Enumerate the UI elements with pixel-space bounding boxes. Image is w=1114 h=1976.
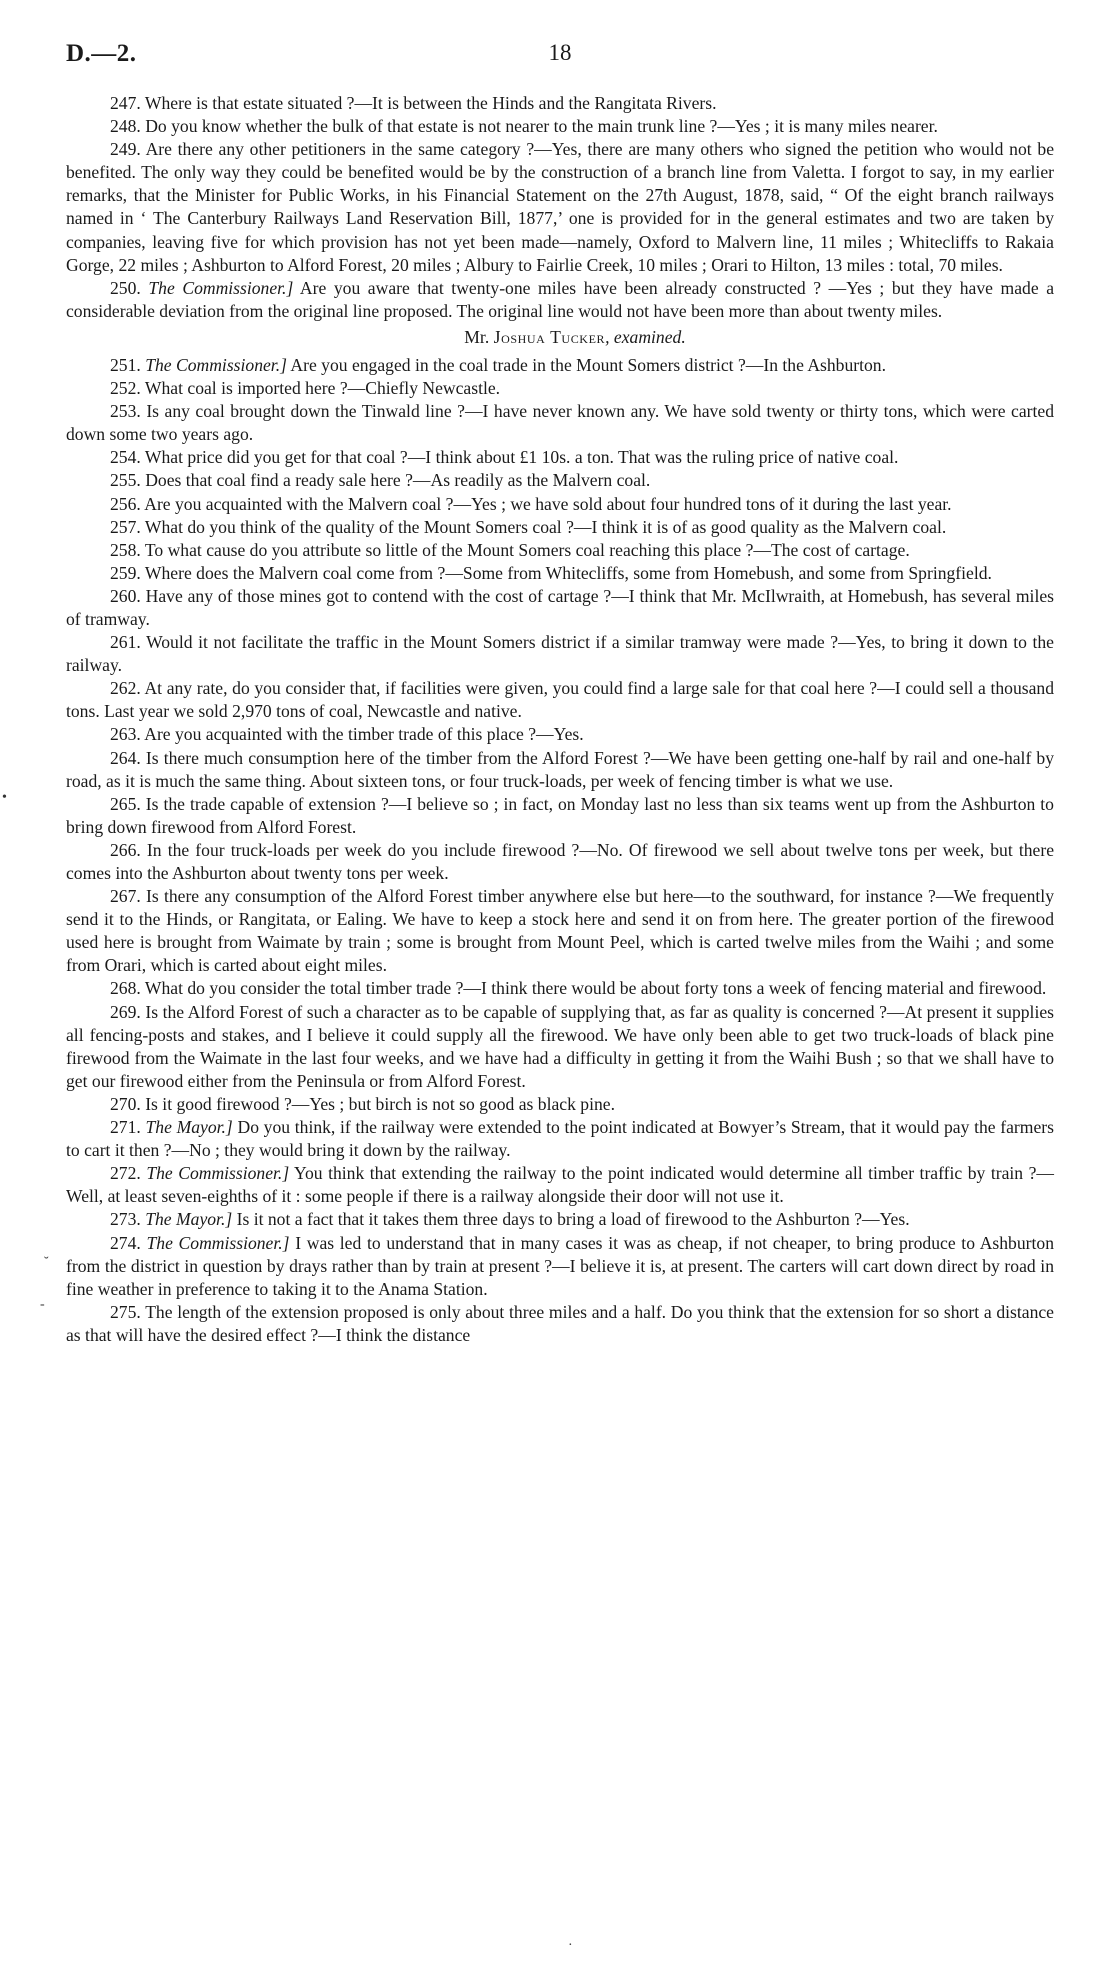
question-answer-paragraph [66, 677, 1054, 723]
question-answer-paragraph [66, 747, 1054, 793]
question-answer-paragraph [66, 977, 1054, 1000]
question-answer-text: Do you think, if the railway were extended to the point indicated at Bowyer’s Stream, that it would pay the farmers to cart it then ?—No ; they would bring it down by the railway. [66, 1117, 1054, 1161]
question-answer-text: Is it not a fact that it takes them three days to bring a load of firewood to the Ashburton ?—Yes. [236, 1209, 910, 1230]
question-number: 251. [110, 354, 141, 375]
question-number: 253. [110, 401, 141, 422]
question-answer-text: Are you acquainted with the timber trade of this place ?—Yes. [144, 724, 584, 745]
question-number: 259. [110, 562, 141, 583]
question-answer-paragraph [66, 377, 1054, 400]
question-answer-text: Is there any consumption of the Alford Forest timber anywhere else but here—to the southward, for instance ?—We frequently send it to the Hinds, or Rangitata, or Ealing. We have to keep a stock here and send it on from here. The greater portion of the firewood used here is brought from Waimate by train ; some is brought from Mount Peel, which is carted twelve miles from the Waihi ; and some from Orari, which is carted about eight miles. [66, 886, 1054, 976]
question-answer-paragraph [66, 138, 1054, 277]
question-answer-paragraph [66, 1116, 1054, 1162]
question-answer-paragraph [66, 839, 1054, 885]
margin-mark: ˘ [44, 1255, 49, 1270]
question-answer-text: You think that extending the railway to the point indicated would determine all timber traffic by train ?—Well, at least seven-eighths of it : some people if there is a railway alongside their door will not use it. [66, 1163, 1054, 1207]
question-number: 273. [110, 1209, 141, 1230]
question-number: 257. [110, 516, 141, 537]
question-answer-paragraph [66, 1301, 1054, 1347]
question-answer-paragraph [66, 1162, 1054, 1208]
question-number: 271. [110, 1117, 141, 1138]
witness-heading [66, 326, 1054, 349]
question-number: 252. [110, 378, 141, 399]
question-answer-text: Are you aware that twenty-one miles have been already constructed ? —Yes ; but they have made a considerable deviation from the original line proposed. The original line would not have been more than about twenty miles. [66, 277, 1055, 321]
question-answer-paragraph [66, 885, 1054, 977]
document-reference: D.—2. [66, 40, 137, 67]
question-answer-paragraph [66, 1093, 1054, 1116]
speaker-label: The Commissioner.] [148, 277, 294, 298]
question-answer-paragraph [66, 277, 1054, 323]
question-number: 249. [110, 139, 141, 160]
question-answer-paragraph [66, 493, 1054, 516]
question-number: 275. [110, 1301, 141, 1322]
question-number: 248. [110, 116, 141, 137]
question-answer-text: Have any of those mines got to contend with the cost of cartage ?—I think that Mr. McIlwraith, at Homebush, has several miles of tramway. [66, 585, 1054, 629]
question-answer-paragraph [66, 516, 1054, 539]
question-number: 263. [110, 724, 141, 745]
question-number: 269. [110, 1001, 141, 1022]
question-answer-text: The length of the extension proposed is only about three miles and a half. Do you think that the extension for so short a distance as that will have the desired effect ?—I think the distance [66, 1301, 1054, 1345]
question-answer-text: Is there much consumption here of the timber from the Alford Forest ?—We have been getting one-half by rail and one-half by road, as it is much the same thing. About sixteen tons, or four truck-loads, per week of fencing timber is what we use. [66, 747, 1055, 791]
question-answer-paragraph [66, 1232, 1054, 1301]
question-answer-paragraph [66, 354, 1054, 377]
question-answer-text: Is the trade capable of extension ?—I believe so ; in fact, on Monday last no less than six teams went up from the Ashburton to bring down firewood from Alford Forest. [66, 793, 1054, 837]
question-number: 265. [110, 793, 141, 814]
margin-mark: · [568, 1938, 573, 1953]
speaker-label: The Mayor.] [145, 1209, 233, 1230]
question-number: 270. [110, 1093, 141, 1114]
question-answer-text: Where is that estate situated ?—It is between the Hinds and the Rangitata Rivers. [144, 93, 717, 113]
question-number: 268. [110, 978, 141, 999]
question-answer-text: What coal is imported here ?—Chiefly Newcastle. [144, 378, 501, 399]
question-answer-text: In the four truck-loads per week do you include firewood ?—No. Of firewood we sell about twelve tons per week, but there comes into the Ashburton about twenty tons per week. [66, 839, 1055, 883]
evidence-group-previous-witness [66, 92, 1054, 323]
margin-mark: • [2, 790, 7, 805]
question-answer-paragraph [66, 1208, 1054, 1231]
question-number: 256. [110, 493, 141, 514]
witness-status: , examined. [605, 326, 686, 347]
question-answer-paragraph [66, 446, 1054, 469]
question-number: 260. [110, 585, 141, 606]
speaker-label: The Commissioner.] [145, 354, 287, 375]
question-number: 272. [110, 1163, 141, 1184]
question-answer-text: Are there any other petitioners in the same category ?—Yes, there are many others who signed the petition who would not be benefited. The only way they could be benefited would be by the construction of a branch line from Valetta. I forgot to say, in my earlier remarks, that the Minister for Public Works, in his Financial Statement on the 27th August, 1878, said, “ Of the eight branch railways named in ‘ The Canterbury Railways Land Reservation Bill, 1877,’ one is provided for in the general estimates and two are taken by companies, leaving five for which provision has not yet been made—namely, Oxford to Malvern line, 11 miles ; Whitecliffs to Rakaia Gorge, 22 miles ; Ashburton to Alford Forest, 20 miles ; Albury to Fairlie Creek, 10 miles ; Orari to Hilton, 13 miles : total, 70 miles. [66, 139, 1054, 275]
question-answer-text: I was led to understand that in many cases it was as cheap, if not cheaper, to bring produce to Ashburton from the district in question by drays rather than by train at present ?—I believe it is, at present. The carters will cart down direct by road in fine weather in preference to taking it to the Anama Station. [66, 1232, 1054, 1299]
question-answer-text: Are you acquainted with the Malvern coal ?—Yes ; we have sold about four hundred tons of it during the last year. [144, 493, 952, 514]
question-answer-text: Are you engaged in the coal trade in the Mount Somers district ?—In the Ashburton. [290, 354, 887, 375]
question-number: 254. [110, 447, 141, 468]
question-number: 262. [110, 678, 141, 699]
evidence-group-tucker [66, 354, 1054, 1347]
question-answer-paragraph [66, 793, 1054, 839]
question-number: 267. [110, 886, 141, 907]
question-answer-text: Is any coal brought down the Tinwald line ?—I have never known any. We have sold twenty or thirty tons, which were carted down some two years ago. [66, 401, 1055, 445]
question-answer-paragraph [66, 115, 1054, 138]
question-answer-text: Is it good firewood ?—Yes ; but birch is not so good as black pine. [145, 1093, 615, 1114]
speaker-label: The Commissioner.] [146, 1232, 290, 1253]
question-answer-text: Do you know whether the bulk of that estate is not nearer to the main trunk line ?—Yes ; it is many miles nearer. [145, 116, 938, 137]
question-answer-text: Where does the Malvern coal come from ?—Some from Whitecliffs, some from Homebush, and some from Springfield. [144, 562, 992, 583]
question-answer-paragraph [66, 631, 1054, 677]
question-answer-text: To what cause do you attribute so little of the Mount Somers coal reaching this place ?—The cost of cartage. [144, 539, 910, 560]
question-answer-text: What do you think of the quality of the Mount Somers coal ?—I think it is of as good quality as the Malvern coal. [144, 516, 947, 537]
question-number: 250. [110, 277, 141, 298]
question-answer-text: At any rate, do you consider that, if facilities were given, you could find a large sale for that coal here ?—I could sell a thousand tons. Last year we sold 2,970 tons of coal, Newcastle and native. [66, 678, 1054, 722]
question-answer-paragraph [66, 400, 1054, 446]
question-answer-paragraph [66, 469, 1054, 492]
question-number: 258. [110, 539, 141, 560]
question-number: 261. [110, 632, 141, 653]
question-answer-paragraph [66, 723, 1054, 746]
margin-mark: - [40, 1297, 45, 1312]
question-answer-paragraph [66, 562, 1054, 585]
witness-title: Mr. [464, 326, 490, 347]
question-number: 255. [110, 470, 141, 491]
question-answer-text: What do you consider the total timber trade ?—I think there would be about forty tons a week of fencing material and firewood. [144, 978, 1047, 999]
question-answer-paragraph [66, 1001, 1054, 1093]
question-answer-paragraph [66, 92, 1054, 115]
question-answer-paragraph [66, 539, 1054, 562]
question-answer-text: Would it not facilitate the traffic in the Mount Somers district if a similar tramway were made ?—Yes, to bring it down to the railway. [66, 632, 1054, 676]
page-body [66, 92, 1054, 1347]
question-number: 264. [110, 747, 141, 768]
question-answer-text: Does that coal find a ready sale here ?—As readily as the Malvern coal. [145, 470, 651, 491]
page-number: 18 [548, 40, 572, 65]
speaker-label: The Mayor.] [145, 1117, 233, 1138]
question-answer-paragraph [66, 585, 1054, 631]
speaker-label: The Commissioner.] [146, 1163, 290, 1184]
question-number: 274. [110, 1232, 141, 1253]
page-header [66, 40, 1054, 70]
question-number: 247. [110, 93, 141, 113]
question-answer-text: What price did you get for that coal ?—I think about £1 10s. a ton. That was the ruling price of native coal. [144, 447, 899, 468]
witness-name: Joshua Tucker [493, 326, 606, 347]
question-answer-text: Is the Alford Forest of such a character as to be capable of supplying that, as far as quality is concerned ?—At present it supplies all fencing-posts and stakes, and I believe it could supply all the firewood. We have only been able to get two truck-loads of black pine firewood from the Waimate in the last four weeks, and we have had a difficulty in getting it from the Waihi Bush ; so that we shall have to get our firewood either from the Peninsula or from Alford Forest. [66, 1001, 1054, 1091]
question-number: 266. [110, 839, 141, 860]
